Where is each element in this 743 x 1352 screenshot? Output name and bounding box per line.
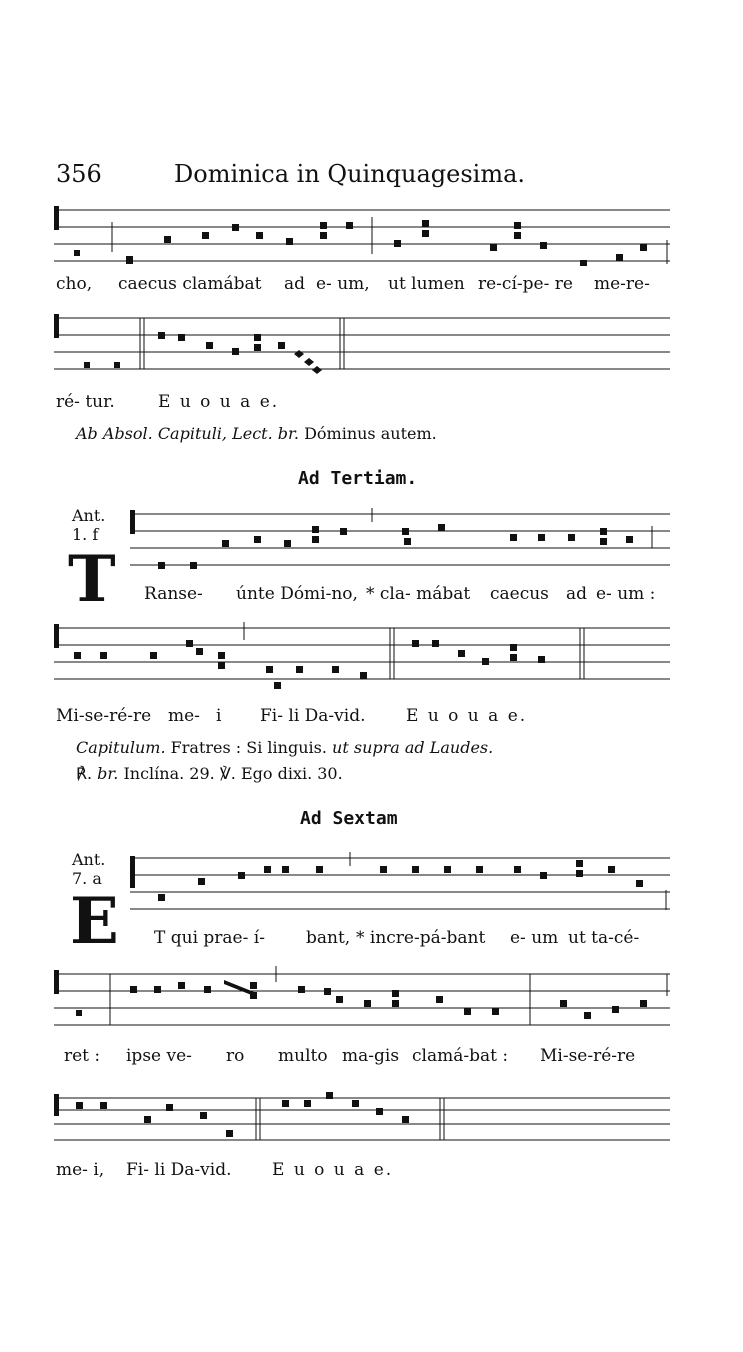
lyric-6-7: Mi-se-ré-re — [540, 1046, 636, 1066]
versicle-icon: ℣. — [219, 764, 236, 783]
music-staff-4 — [54, 620, 670, 700]
lyric-1-5: ut lumen — [388, 274, 465, 294]
lyric-3-5: ad — [566, 584, 588, 604]
mode-label: 7. a — [72, 869, 102, 888]
lyric-5-5: ut ta-cé- — [568, 928, 640, 948]
mode-label: 1. f — [72, 525, 99, 544]
lyric-4-2: me- — [168, 706, 200, 726]
capitulum-text: Fratres : Si linguis. — [170, 738, 327, 757]
rubric-absolution — [76, 424, 437, 443]
rubric-italic: Ab Absol. Capituli, Lect. br. — [76, 424, 299, 443]
lyric-6-1: ret : — [64, 1046, 101, 1066]
music-staff-1 — [54, 202, 670, 266]
music-staff-5 — [130, 850, 670, 914]
initial-letter-e: E — [70, 884, 119, 959]
lyric-3-6: e- um : — [596, 584, 656, 604]
lyric-2-1: ré- tur. — [56, 392, 115, 412]
lyric-1-4: e- um, — [316, 274, 370, 294]
responsory-text: Inclína. 29. — [123, 764, 215, 783]
lyric-5-3: * incre-pá-bant — [356, 928, 486, 948]
lyric-3-4: caecus — [490, 584, 549, 604]
rubric-text: Dóminus autem. — [304, 424, 437, 443]
lyric-3-1: Ranse- — [144, 584, 203, 604]
page-number: 356 — [56, 160, 102, 188]
lyric-1-2: caecus clamábat — [118, 274, 262, 294]
section-title-sextam: Ad Sextam — [300, 808, 398, 829]
lyric-4-3: i — [216, 706, 222, 726]
lyric-6-2: ipse ve- — [126, 1046, 192, 1066]
music-staff-7 — [54, 1090, 670, 1146]
ant-label-sextam — [72, 850, 105, 888]
lyric-6-4: multo — [278, 1046, 328, 1066]
music-staff-6 — [54, 966, 670, 1030]
lyric-6-5: ma-gis — [342, 1046, 400, 1066]
section-title-tertiam: Ad Tertiam. — [298, 468, 418, 489]
lyric-4-4: Fi- li Da-vid. — [260, 706, 366, 726]
page-header — [56, 160, 676, 192]
lyric-5-2: bant, — [306, 928, 351, 948]
lyric-5-1: T qui prae- í- — [154, 928, 265, 948]
lyric-7-1: me- i, — [56, 1160, 105, 1180]
lyric-7-2: Fi- li Da-vid. — [126, 1160, 232, 1180]
capitulum-ref: ut supra ad Laudes. — [332, 738, 494, 757]
lyric-4-5: E u o u a e. — [406, 706, 528, 726]
capitulum-label: Capitulum. — [76, 738, 166, 757]
lyric-6-3: ro — [226, 1046, 245, 1066]
lyric-4-1: Mi-se-ré-re — [56, 706, 152, 726]
lyric-5-4: e- um — [510, 928, 559, 948]
ant-abbr: Ant. — [72, 506, 106, 525]
responsory-label: br. — [97, 764, 119, 783]
lyric-3-2: únte Dómi-no, — [236, 584, 358, 604]
lyric-1-7: me-re- — [594, 274, 650, 294]
page-title: Dominica in Quinquagesima. — [174, 160, 526, 188]
ant-label-tertiam — [72, 506, 105, 544]
versicle-text: Ego dixi. 30. — [240, 764, 343, 783]
lyric-3-3: * cla- mábat — [366, 584, 471, 604]
lyric-6-6: clamá-bat : — [412, 1046, 509, 1066]
ant-abbr: Ant. — [72, 850, 106, 869]
rubric-capitulum — [76, 738, 493, 757]
music-staff-3 — [130, 506, 670, 578]
lyric-1-3: ad — [284, 274, 306, 294]
lyric-2-2: E u o u a e. — [158, 392, 280, 412]
initial-letter-t: T — [68, 542, 116, 617]
lyric-7-3: E u o u a e. — [272, 1160, 394, 1180]
lyric-1-1: cho, — [56, 274, 93, 294]
rubric-responsory — [76, 764, 343, 783]
music-staff-2 — [54, 310, 670, 382]
lyric-1-6: re-cí-pe- re — [478, 274, 573, 294]
responsory-icon: ℟. — [76, 764, 93, 783]
